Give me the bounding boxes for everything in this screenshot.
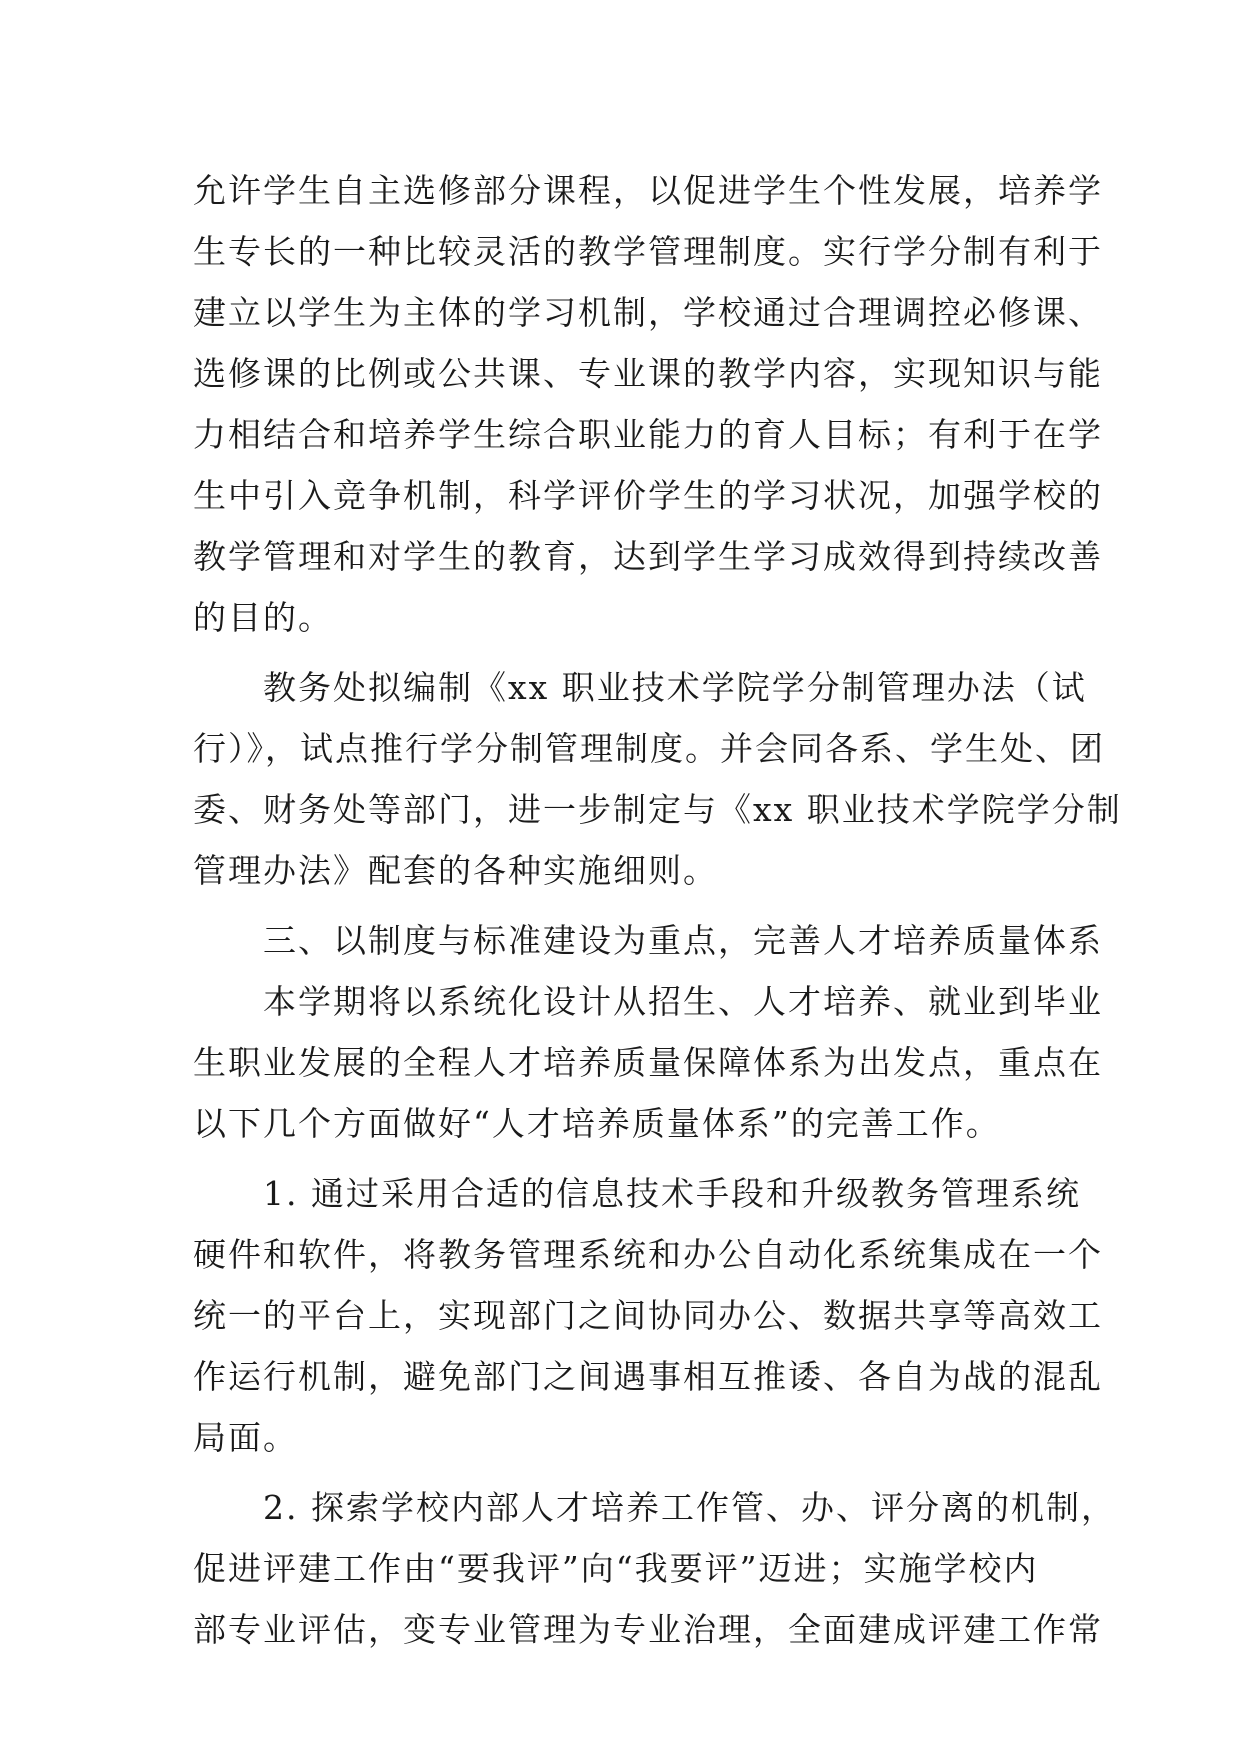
section-heading: 三、以制度与标准建设为重点，完善人才培养质量体系	[263, 921, 1103, 960]
text-line: 生职业发展的全程人才培养质量保障体系为出发点，重点在	[193, 1043, 1103, 1082]
text-line: 局面。	[193, 1418, 298, 1457]
paragraph-item-2	[193, 1477, 1116, 1660]
text-line: 教务处拟编制《xx 职业技术学院学分制管理办法（试	[263, 668, 1087, 707]
text-line: 教学管理和对学生的教育，达到学生学习成效得到持续改善	[193, 537, 1103, 576]
text-line: 允许学生自主选修部分课程，以促进学生个性发展，培养学	[193, 171, 1103, 210]
paragraph-item-1	[193, 1163, 1103, 1468]
text-line: 促进评建工作由“要我评”向“我要评”迈进；实施学校内	[193, 1549, 1039, 1588]
paragraph-semester-plan	[193, 971, 1103, 1154]
text-line: 硬件和软件，将教务管理系统和办公自动化系统集成在一个	[193, 1235, 1103, 1274]
document-body	[193, 160, 1122, 1660]
text-line: 生专长的一种比较灵活的教学管理制度。实行学分制有利于	[193, 232, 1103, 271]
text-line: 委、财务处等部门，进一步制定与《xx 职业技术学院学分制	[193, 790, 1122, 829]
text-line: 管理办法》配套的各种实施细则。	[193, 851, 718, 890]
text-line: 生中引入竞争机制，科学评价学生的学习状况，加强学校的	[193, 476, 1103, 515]
text-line: 2. 探索学校内部人才培养工作管、办、评分离的机制，	[263, 1488, 1116, 1527]
text-line: 部专业评估，变专业管理为专业治理，全面建成评建工作常	[193, 1610, 1103, 1649]
paragraph-credit-system	[193, 160, 1103, 648]
text-line: 行）》，试点推行学分制管理制度。并会同各系、学生处、团	[193, 729, 1105, 768]
text-line: 本学期将以系统化设计从招生、人才培养、就业到毕业	[263, 982, 1103, 1021]
text-line: 作运行机制，避免部门之间遇事相互推诿、各自为战的混乱	[193, 1357, 1103, 1396]
text-line: 建立以学生为主体的学习机制，学校通过合理调控必修课、	[193, 293, 1103, 332]
text-line: 力相结合和培养学生综合职业能力的育人目标；有利于在学	[193, 415, 1103, 454]
text-line: 以下几个方面做好“人才培养质量体系”的完善工作。	[193, 1104, 1001, 1143]
text-line: 选修课的比例或公共课、专业课的教学内容，实现知识与能	[193, 354, 1103, 393]
section-heading-three	[193, 910, 1103, 971]
text-line: 的目的。	[193, 598, 333, 637]
paragraph-academic-affairs	[193, 657, 1122, 901]
text-line: 1. 通过采用合适的信息技术手段和升级教务管理系统	[263, 1174, 1081, 1213]
text-line: 统一的平台上，实现部门之间协同办公、数据共享等高效工	[193, 1296, 1103, 1335]
